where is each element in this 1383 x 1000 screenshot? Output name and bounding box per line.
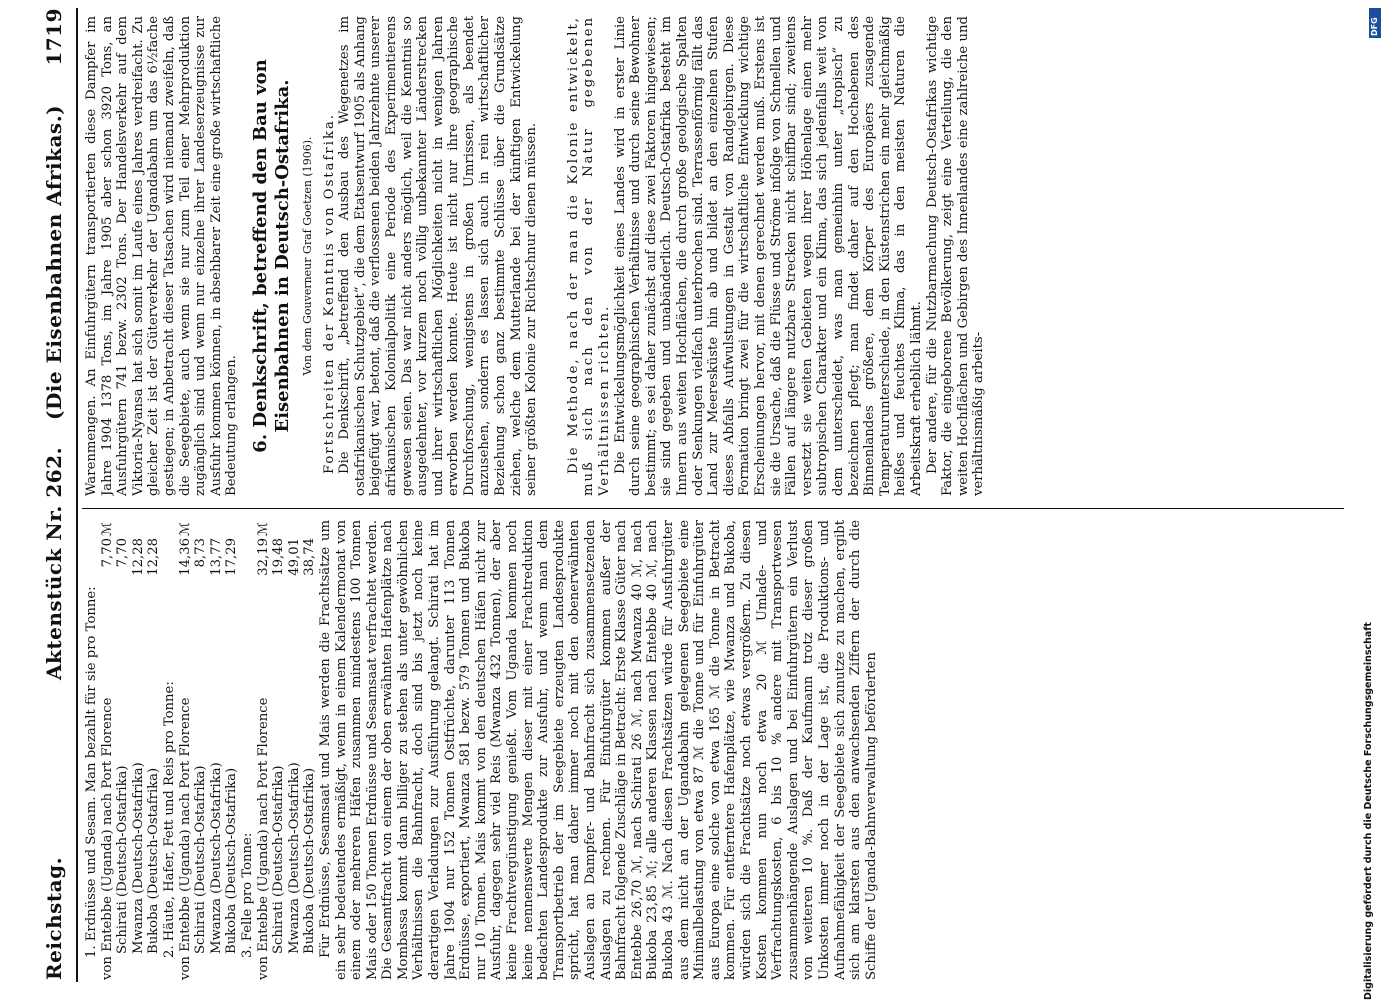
rate-unit: [146, 520, 162, 538]
rate-value: 14,36: [177, 538, 193, 576]
table-row: [178, 520, 194, 980]
rate-value: 8,73: [193, 538, 209, 568]
table-row: [287, 520, 303, 980]
table-row: [146, 520, 162, 980]
rate-label: Bukoba (Deutsch-Ostafrika): [224, 767, 240, 954]
rates-table-2: [178, 520, 240, 980]
table-row: [193, 520, 209, 980]
rate-unit: [193, 520, 209, 538]
rate-unit: ℳ: [255, 521, 271, 536]
rate-label: Schirati (Deutsch-Ostafrika): [115, 765, 131, 954]
table-row: [256, 520, 272, 980]
rate-value: 49,01: [286, 538, 302, 576]
rate-label: Mwanza (Deutsch-Ostafrika): [286, 762, 302, 954]
rotated-page: [32, 0, 1352, 1000]
table-row: [115, 520, 131, 980]
rate-label: von Entebbe (Uganda) nach Port Florence: [177, 697, 193, 980]
rate-value: 19,48: [271, 538, 287, 576]
rate-label: von Entebbe (Uganda) nach Port Florence: [255, 697, 271, 980]
rate-value: 7,70: [115, 538, 131, 568]
rate-label: Schirati (Deutsch-Ostafrika): [271, 765, 287, 954]
rate-unit: [287, 520, 303, 538]
page-number: 1719: [42, 8, 66, 66]
dfg-logo-text: DFG: [1370, 17, 1379, 36]
table-row: [271, 520, 287, 980]
body-paragraph: Die Denkschrift, „betreffend den Ausbau des Wegenetzes im ostafrikanischen Schutzgebiet“, die dem Etatsentwurf 1905 als Anhang beigefügt war, betont, daß die verflossenen beiden Jahrzehnte unserer afrikanischen Kolonialpolitik eine Periode des Experimentierens gewesen seien. Das war nicht anders möglich, weil die Kenntnis so ausgedehnter, vor kurzem noch völlig unbekannter Länderstrecken und ihrer wirtschaftlichen Möglichkeiten nicht in wenigen Jahren erworben werden konnte. Heute ist nicht nur ihre geographische Durchforschung, wenigstens in großen Umrissen, als beendet anzusehen, sondern es lassen sich auch in rein wirtschaftlicher Beziehung schon ganz bestimmte Schlüsse über die Grundsätze ziehen, welche dem Mutterlande bei der künftigen Entwickelung seiner größten Kolonie zur Richtschnur dienen müssen.: [337, 16, 540, 496]
rates-intro: 1. Erdnüsse und Sesam. Man bezahlt für sie pro Tonne:: [84, 586, 99, 958]
rate-value: 38,74: [302, 538, 318, 576]
rate-value: 13,77: [208, 538, 224, 576]
rate-label: Mwanza (Deutsch-Ostafrika): [208, 762, 224, 954]
header-reichstag: Reichstag.: [42, 856, 66, 980]
page-header: [38, 8, 78, 980]
body-paragraph: Die Entwickelungsmöglichkeit eines Landes wird in erster Linie durch seine geographischen Verhältnisse und durch seine Bewohner bestimmt; es sei daher zunächst auf diese zwei Faktoren hingewiesen; sie sind gegeben und unabänderlich. Deutsch-Ostafrika besteht im Innern aus weiten Hochflächen, die durch große geologische Spalten oder Senkungen vielfach unterbrochen sind. Terrassenförmig fällt das Land zur Meeresküste hin ab und bildet an den einzelnen Stufen dieses Abfalls Aufwulstungen in Gestalt von Randgebirgen. Diese Formation bringt zwei für die wirtschaftliche Entwicklung wichtige Erscheinungen hervor, mit denen gerechnet werden muß. Erstens ist sie die Ursache, daß die Flüsse und Ströme infolge von Schnellen und Fällen auf längere nutzbare Strecken nicht schiffbar sind; zweitens versetzt sie weiten Gebieten wegen ihrer Höhenlage einen mehr subtropischen Charakter und ein Klima, das sich jedenfalls weit von dem unterscheidet, was man gemeinhin unter „tropisch“ zu bezeichnen pflegt; man findet daher auf den Hochebenen des Binnenlandes größere, dem Körper des Europäers zusagende Temperaturunterschiede, in den Küstenstrichen ein mehr gleichmäßig heißes und feuchtes Klima, das in den meisten Naturen die Arbeitskraft erheblich lähmt.: [612, 16, 924, 496]
rates-table-1: [100, 520, 162, 980]
rate-unit: [224, 520, 240, 538]
rate-label: Bukoba (Deutsch-Ostafrika): [302, 767, 318, 954]
body-paragraph: Warenmengen. An Einfuhrgütern transportierten diese Dampfer im Jahre 1904 1378 Tons, im Jahre 1905 aber schon 3920 Tons, an Ausfuhrgütern 741 bezw. 2302 Tons. Der Handelsverkehr auf dem Viktoria-Nyansa hat sich somit im Laufe eines Jahres verdreifacht. Zu gleicher Zeit ist der Güterverkehr der Ugandabahn um das 6½fache gestiegen; in Anbetracht dieser Tatsachen wird niemand zweifeln, daß die Seegebiete, auch wenn sie nur zum Teil einer Mehrproduktion zugänglich sind und wenn nur einzelne ihrer Landeserzeugnisse zur Ausfuhr kommen können, in absehbarer Zeit eine große wirtschaftliche Bedeutung erlangen.: [84, 16, 240, 496]
rates-3-intro: 3. Felle pro Tonne:: [239, 832, 255, 958]
body-paragraph: Der andere, für die Nutzbarmachung Deutsch-Ostafrikas wichtige Faktor, die eingeborene Bevölkerung, zeigt eine Verteilung, die den weiten Hochflächen und Gebirgen des Innenlandes eine zahlreiche und verhältnismäßig arbeits-: [924, 16, 987, 496]
emphasized-paragraph: Die Methode, nach der man die Kolonie entwickelt, muß sich nach den von der Natur gegebenen Verhältnissen richten.: [565, 16, 613, 496]
dfg-logo: [1369, 8, 1381, 38]
rate-value: 12,28: [130, 538, 146, 576]
header-title: (Die Eisenbahnen Afrikas.): [42, 104, 66, 420]
byline: Von dem Gouverneur Graf Goetzen (1906).: [300, 136, 314, 376]
rate-unit: [302, 520, 318, 538]
header-document-number: Aktenstück Nr. 262.: [42, 446, 66, 680]
rate-unit: [131, 520, 147, 538]
rate-value: 32,19: [255, 538, 271, 576]
table-row: [100, 520, 116, 980]
rate-value: 12,28: [146, 538, 162, 576]
table-row: [131, 520, 147, 980]
left-column: [84, 520, 1346, 980]
rates-2-intro: 2. Häute, Hafer, Fett und Reis pro Tonne:: [161, 681, 177, 958]
rate-label: Bukoba (Deutsch-Ostafrika): [146, 767, 162, 954]
header-rule: [76, 8, 78, 982]
table-row: [209, 520, 225, 980]
rate-unit: ℳ: [99, 521, 115, 536]
table-row: [224, 520, 240, 980]
subsection-title: Fortschreiten der Kenntnis von Ostafrika.: [321, 113, 337, 474]
rate-value: 7,70: [99, 538, 115, 568]
spacer: [540, 16, 566, 496]
column-divider: [82, 508, 1344, 509]
body-paragraph: Für Erdnüsse, Sesamsaat und Mais werden die Frachtsätze um ein sehr bedeutendes ermäßigt, wenn in einem Kalendermonat von einem oder mehreren Häfen zusammen mindestens 100 Tonnen Mais oder 150 Tonnen Erdnüsse und Sesamsaat verfrachtet werden. Die Gesamtfracht von einem der oben erwähnten Hafenplätze nach Mombassa kommt dann billiger zu stehen als unter gewöhnlichen Verhältnissen die Bahnfracht, doch sind bis jetzt noch keine derartigen Verladungen zur Ausführung gelangt. Schirati hat im Jahre 1904 nur 152 Tonnen Ostfrüchte, darunter 113 Tonnen Erdnüsse, exportiert, Mwanza 581 bezw. 579 Tonnen und Bukoba nur 10 Tonnen. Mais kommt von den deutschen Häfen nicht zur Ausfuhr, dagegen sehr viel Reis (Mwanza 432 Tonnen), der aber keine Frachtvergünstigung genießt. Vom Uganda kommen noch keine nennenswerte Mengen dieser mit einer Frachtreduktion bedachten Landesprodukte zur Ausfuhr, und wenn man dem Transportbetrieb der im Seegebiete erzeugten Landesprodukte spricht, hat man daher immer noch mit den obenerwähnten Auslagen an Dampfer- und Bahnfracht sich zusammensetzenden Auslagen zu rechnen. Für Einfuhrgüter kommen außer der Bahnfracht folgende Zuschläge in Betracht: Erste Klasse Güter nach Entebbe 26,70 ℳ, nach Schirati 26 ℳ, nach Mwanza 40 ℳ, nach Bukoba 23,85 ℳ; alle anderen Klassen nach Entebbe 40 ℳ, nach Bukoba 43 ℳ. Nach diesen Frachtsätzen würde für Ausfuhrgüter aus dem nicht an der Ugandabahn gelegenen Seegebiete eine Minimalbelastung von etwa 87 ℳ die Tonne und für Einfuhrgüter aus Europa eine solche von etwa 165 ℳ die Tonne in Betracht kommen. Für entferntere Hafenplätze, wie Mwanza und Bukoba, würden sich die Frachtsätze noch etwas vergrößern. Zu diesen Kosten kommen nun noch etwa 20 ℳ Umlade- und Verfrachtungskosten, 6 bis 10 % andere mit Transportwesen zusammenhängende Auslagen und bei Einfuhrgütern ein Verlust von weiteren 10 %. Daß der Kaufmann trotz dieser großen Unkosten immer noch in der Lage ist, die Produktions- und Aufnahmefähigkeit der Seegebiete sich zunutze zu machen, ergibt sich am klarsten aus den anwachsenden Ziffern der durch die Schiffe der Uganda-Bahnverwaltung beförderten: [317, 520, 879, 980]
margin-credit: [1359, 0, 1379, 1000]
rate-value: 17,29: [224, 538, 240, 576]
table-row: [302, 520, 318, 980]
rate-unit: [271, 520, 287, 538]
rate-unit: [115, 520, 131, 538]
rate-unit: ℳ: [177, 521, 193, 536]
section-title: 6. Denkschrift, betreffend den Bau von Eisenbahnen in Deutsch-Ostafrika.: [249, 59, 293, 453]
rate-label: Schirati (Deutsch-Ostafrika): [193, 765, 209, 954]
credit-text: Digitalisierung gefördert durch die Deutsche Forschungsgemeinschaft: [1363, 622, 1374, 1000]
rate-label: Mwanza (Deutsch-Ostafrika): [130, 762, 146, 954]
right-column: [84, 16, 1346, 496]
rate-unit: [209, 520, 225, 538]
rate-label: von Entebbe (Uganda) nach Port Florence: [99, 697, 115, 980]
rates-table-3: [256, 520, 318, 980]
